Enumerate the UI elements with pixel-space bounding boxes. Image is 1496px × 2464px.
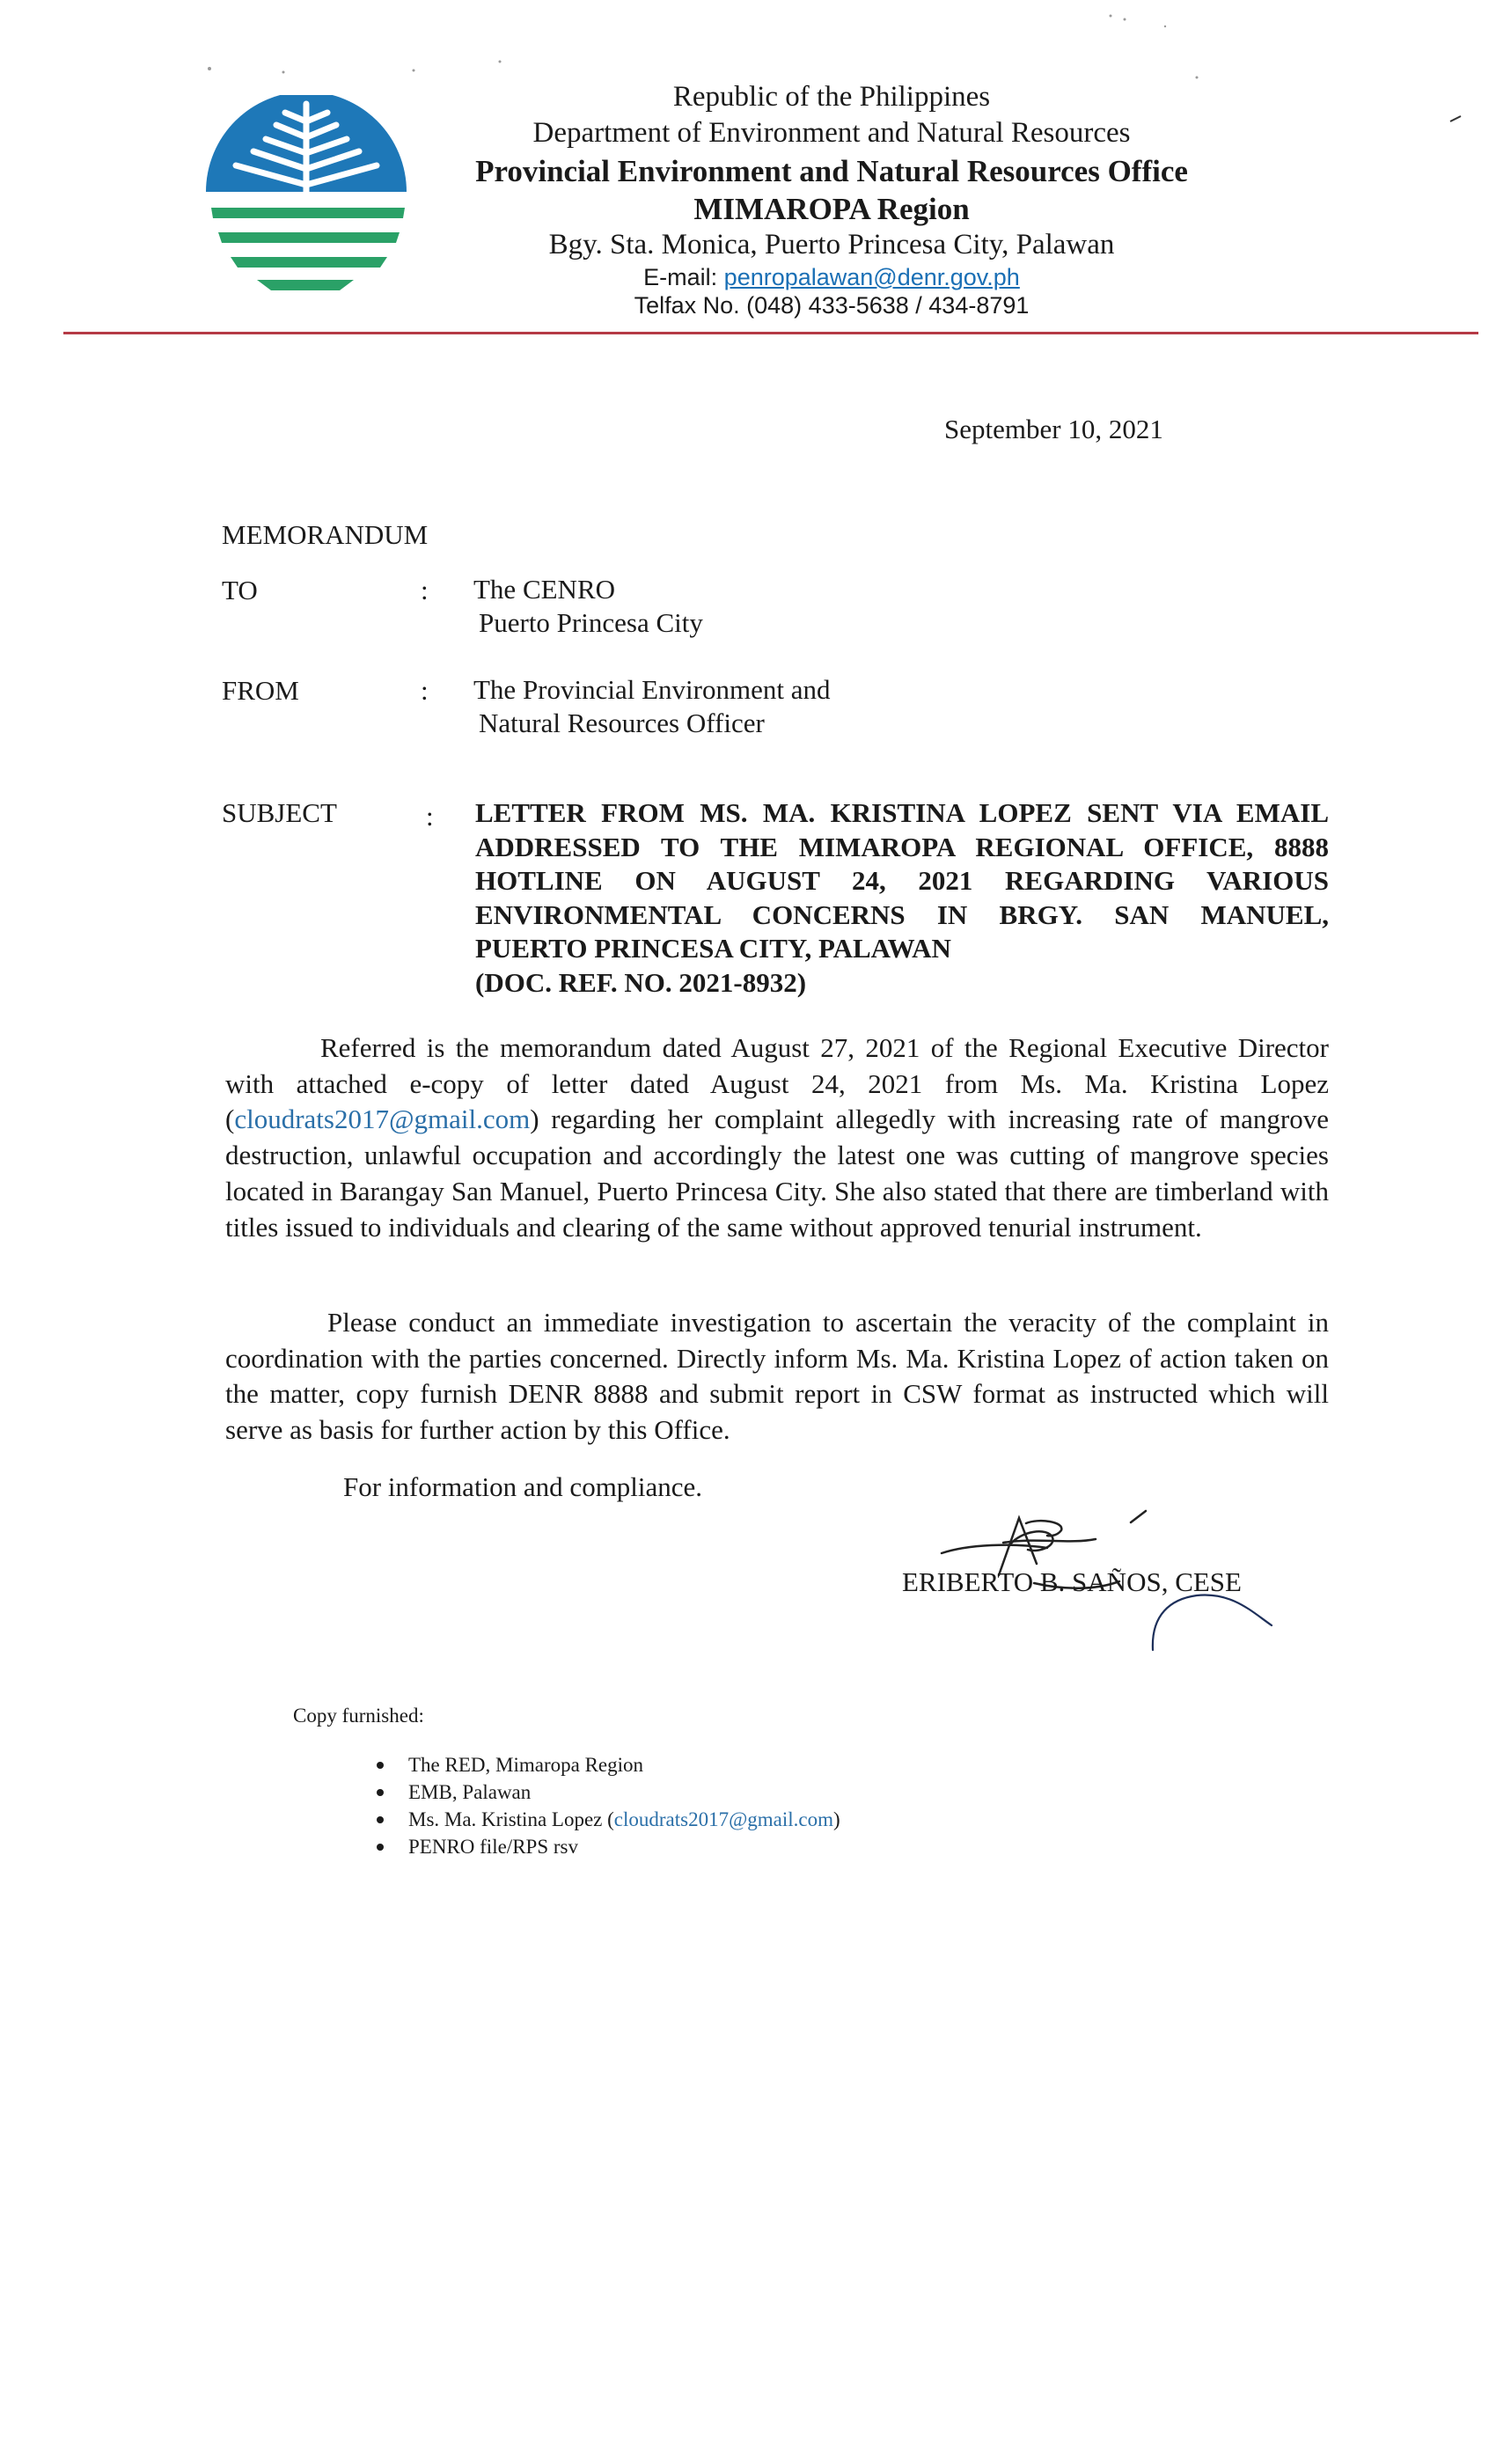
complainant-email-link[interactable]: cloudrats2017@gmail.com <box>234 1104 531 1135</box>
subject-label: SUBJECT <box>222 797 337 828</box>
closing-line: For information and compliance. <box>343 1471 703 1502</box>
from-colon: : <box>421 675 429 706</box>
subject-line-5: PUERTO PRINCESA CITY, PALAWAN <box>475 933 951 964</box>
to-line-2: Puerto Princesa City <box>479 607 703 638</box>
letterhead-region: MIMAROPA Region <box>693 192 970 226</box>
list-item-text: Ms. Ma. Kristina Lopez ( <box>408 1808 614 1830</box>
body-paragraph-2: Please conduct an immediate investigation to ascertain the veracity of the complaint in coordination with the parties concerned. Directly inform Ms. Ma. Kristina Lopez of action taken on the matter, copy furnish DENR 8888 and submit report in CSW format as instructed which will serve as basis for further action by this Office. <box>225 1307 1329 1446</box>
letterhead-department: Department of Environment and Natural Resources <box>532 117 1131 149</box>
from-label: FROM <box>222 675 299 706</box>
subject-colon: : <box>426 801 434 832</box>
subject-line-4: ENVIRONMENTAL CONCERNS IN BRGY. SAN MANUEL, <box>475 898 1329 930</box>
office-email-link[interactable]: penropalawan@denr.gov.ph <box>723 264 1020 290</box>
to-line-1: The CENRO <box>473 574 616 605</box>
email-label: E-mail: <box>643 264 724 290</box>
list-item <box>400 1806 840 1833</box>
from-line-2: Natural Resources Officer <box>479 708 765 738</box>
body-paragraph-1 <box>225 1030 1329 1245</box>
subject-line-6: (DOC. REF. NO. 2021-8932) <box>475 966 807 998</box>
subject-line-1: LETTER FROM MS. MA. KRISTINA LOPEZ SENT VIA EMAIL <box>475 797 1329 828</box>
letterhead-address: Bgy. Sta. Monica, Puerto Princesa City, Palawan <box>548 229 1115 260</box>
cc-email-link[interactable]: cloudrats2017@gmail.com <box>613 1808 834 1830</box>
subject-text <box>475 796 1329 1000</box>
copy-furnished-list <box>400 1751 840 1860</box>
letterhead-republic: Republic of the Philippines <box>672 81 991 113</box>
p1-text-after: ) regarding her complaint allegedly with increasing rate of mangrove destruction, unlawful occupation and accordingly the latest one was cutting of mangrove species located in Barangay San Manuel, Puerto Princesa City. She also stated that there are timberland with titles issued to individuals and clearing of the same without approved tenurial instrument. <box>225 1104 1329 1243</box>
subject-line-2: ADDRESSED TO THE MIMAROPA REGIONAL OFFICE, 8888 <box>475 831 1329 862</box>
to-label: TO <box>222 575 258 605</box>
memo-heading: MEMORANDUM <box>222 519 429 550</box>
list-item: EMB, Palawan <box>400 1778 840 1806</box>
letterhead-office: Provincial Environment and Natural Resources Office <box>475 154 1188 188</box>
list-item-close: ) <box>833 1808 840 1830</box>
list-item: The RED, Mimaropa Region <box>400 1751 840 1778</box>
to-value <box>473 573 703 640</box>
subject-line-3: HOTLINE ON AUGUST 24, 2021 REGARDING VARIOUS <box>475 865 1329 896</box>
letterhead-telfax: Telfax No. (048) 433-5638 / 434-8791 <box>634 292 1030 319</box>
header-divider <box>63 332 1478 334</box>
letterhead-email-line <box>378 264 1285 291</box>
signatory-name: ERIBERTO B. SAÑOS, CESE <box>902 1566 1242 1597</box>
from-line-1: The Provincial Environment and <box>473 674 831 705</box>
copy-furnished-label: Copy furnished: <box>293 1705 424 1727</box>
list-item: PENRO file/RPS rsv <box>400 1833 840 1860</box>
from-value <box>473 673 830 740</box>
p1-text-before: Referred is the memorandum dated August 27, 2021 of the Regional Executive Director with attached e-copy of letter dated August 24, 2021 from Ms. Ma. Kristina Lopez ( <box>225 1032 1329 1135</box>
memo-date: September 10, 2021 <box>944 414 1163 444</box>
to-colon: : <box>421 575 429 605</box>
